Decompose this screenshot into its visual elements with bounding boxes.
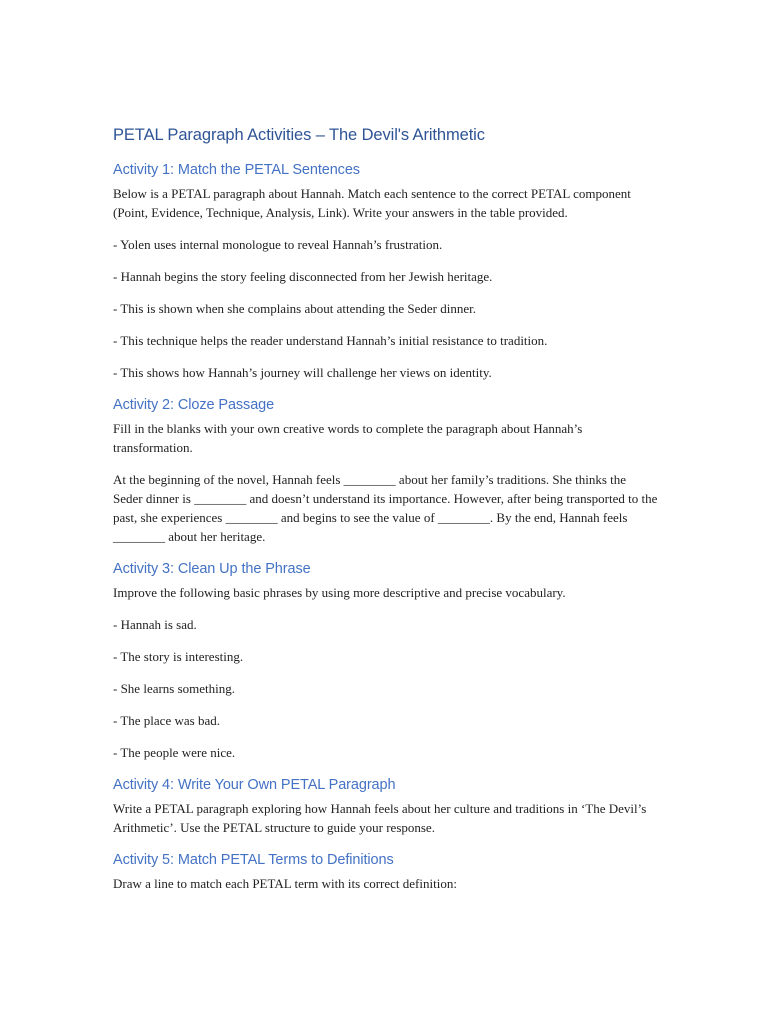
activity-5-heading: Activity 5: Match PETAL Terms to Definitions: [113, 852, 394, 868]
activity-3-item: - The story is interesting.: [113, 649, 244, 664]
activity-4-heading: Activity 4: Write Your Own PETAL Paragraph: [113, 777, 396, 793]
activity-4-section: [113, 775, 658, 837]
activity-3-item: - Hannah is sad.: [113, 617, 197, 632]
document-title: PETAL Paragraph Activities – The Devil's Arithmetic: [113, 126, 485, 144]
activity-3-item: - The place was bad.: [113, 713, 220, 728]
activity-4-intro: Write a PETAL paragraph exploring how Hannah feels about her culture and traditions in ‘The Devil’s Arithmetic’. Use the PETAL structure to guide your response.: [113, 801, 647, 835]
activity-1-item: - Yolen uses internal monologue to reveal Hannah’s frustration.: [113, 237, 443, 252]
activity-1-item: - This technique helps the reader understand Hannah’s initial resistance to tradition.: [113, 333, 548, 348]
activity-3-item: - The people were nice.: [113, 745, 236, 760]
document-page: [113, 124, 658, 906]
activity-1-item: - This shows how Hannah’s journey will challenge her views on identity.: [113, 365, 492, 380]
activity-3-intro: Improve the following basic phrases by using more descriptive and precise vocabulary.: [113, 585, 566, 600]
activity-3-section: [113, 559, 658, 762]
activity-3-item: - She learns something.: [113, 681, 236, 696]
activity-2-heading: Activity 2: Cloze Passage: [113, 397, 275, 413]
activity-1-item: - This is shown when she complains about attending the Seder dinner.: [113, 301, 476, 316]
activity-2-intro: Fill in the blanks with your own creative words to complete the paragraph about Hannah’s transformation.: [113, 421, 583, 455]
activity-1-heading: Activity 1: Match the PETAL Sentences: [113, 162, 360, 178]
activity-2-passage: At the beginning of the novel, Hannah feels ________ about her family’s traditions. She thinks the Seder dinner is ________ and doesn’t understand its importance. However, after being transported to the past, she experiences ________ and begins to see the value of ________. By the end, Hannah feels ________ about her heritage.: [113, 472, 658, 544]
activity-1-item: - Hannah begins the story feeling disconnected from her Jewish heritage.: [113, 269, 493, 284]
activity-5-intro: Draw a line to match each PETAL term with its correct definition:: [113, 876, 457, 891]
activity-1-section: [113, 160, 658, 382]
activity-5-section: [113, 850, 658, 893]
activity-3-heading: Activity 3: Clean Up the Phrase: [113, 561, 311, 577]
activity-1-intro: Below is a PETAL paragraph about Hannah. Match each sentence to the correct PETAL component (Point, Evidence, Technique, Analysis, Link). Write your answers in the table provided.: [113, 186, 631, 220]
activity-2-section: [113, 395, 658, 546]
